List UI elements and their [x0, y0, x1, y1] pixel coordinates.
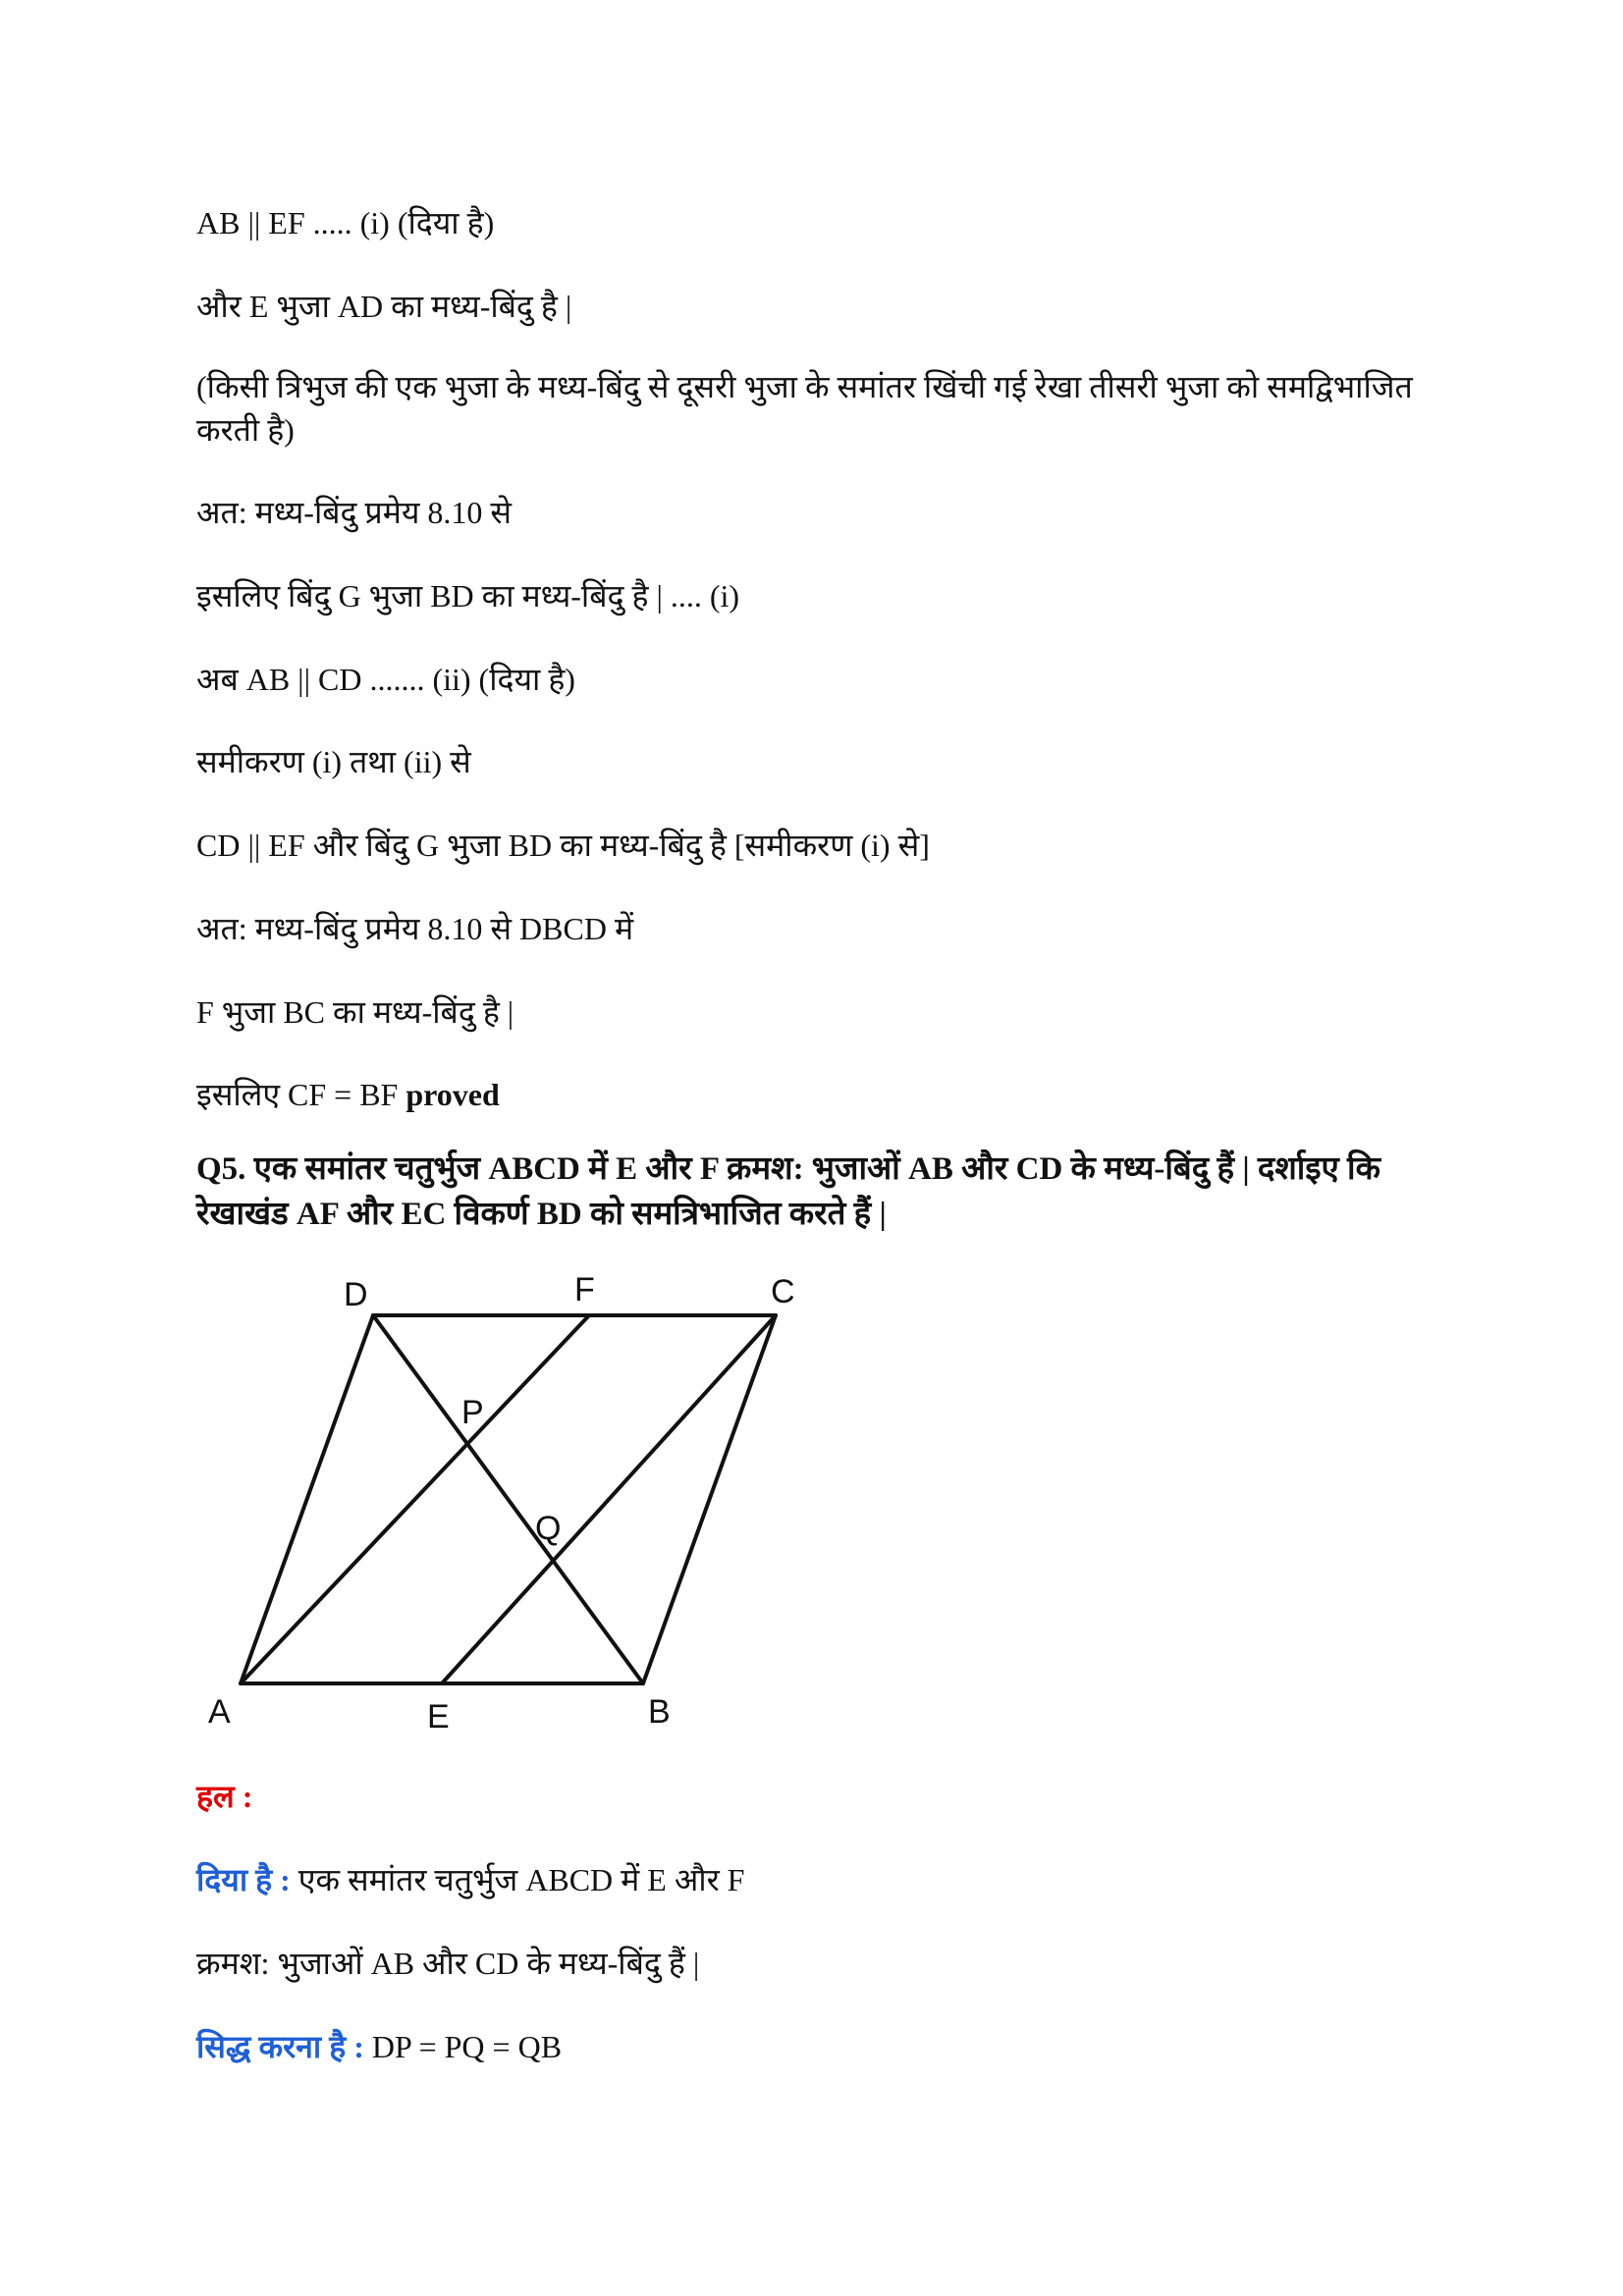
proved-label: proved — [406, 1077, 500, 1112]
text-line-8: CD || EF और बिंदु G भुजा BD का मध्य-बिंदु है [समीकरण (i) से] — [196, 828, 930, 863]
text-line-6: अब AB || CD ....... (ii) (दिया है) — [196, 662, 575, 697]
parallelogram-figure — [196, 1261, 844, 1752]
text-line-10: F भुजा BC का मध्य-बिंदु है | — [196, 994, 514, 1030]
question-q5: Q5. एक समांतर चतुर्भुज ABCD में E और F क्रमश: भुजाओं AB और CD के मध्य-बिंदु हैं | दर्शाइए कि रेखाखंड AF और EC विकर्ण BD को समत्रिभाजित करते हैं | — [196, 1151, 1380, 1232]
to-prove-label: सिद्ध करना है : — [196, 2029, 364, 2064]
text-line-9: अत: मध्य-बिंदु प्रमेय 8.10 से DBCD में — [196, 911, 634, 946]
to-prove-line — [196, 2025, 562, 2068]
label-q: Q — [535, 1510, 562, 1547]
solution-heading: हल : — [196, 1779, 253, 1814]
text-line-4: अत: मध्य-बिंदु प्रमेय 8.10 से — [196, 495, 513, 530]
text-line-3: (किसी त्रिभुज की एक भुजा के मध्य-बिंदु से दूसरी भुजा के समांतर खिंची गई रेखा तीसरी भुजा को समद्विभाजित करती है) — [196, 369, 1413, 448]
text-line-5: इसलिए बिंदु G भुजा BD का मध्य-बिंदु है | .... (i) — [196, 578, 740, 614]
given-label: दिया है : — [196, 1862, 291, 1897]
label-e: E — [427, 1698, 450, 1735]
text-line-2: और E भुजा AD का मध्य-बिंदु है | — [196, 289, 572, 324]
segment-ec — [442, 1315, 776, 1683]
text-line-1: AB || EF ..... (i) (दिया है) — [196, 205, 495, 240]
given-continuation: क्रमश: भुजाओं AB और CD के मध्य-बिंदु हैं | — [196, 1946, 700, 1981]
text-line-11-body: इसलिए CF = BF — [196, 1077, 406, 1112]
text-line-7: समीकरण (i) तथा (ii) से — [196, 744, 471, 779]
to-prove-text: DP = PQ = QB — [363, 2029, 563, 2064]
given-line — [196, 1858, 744, 1901]
side-bc — [643, 1315, 776, 1683]
given-text: एक समांतर चतुर्भुज ABCD में E और F — [290, 1862, 745, 1897]
label-f: F — [574, 1271, 595, 1308]
text-line-11 — [196, 1073, 500, 1116]
label-b: B — [648, 1693, 671, 1731]
side-ad — [241, 1315, 373, 1683]
label-d: D — [344, 1276, 368, 1313]
label-a: A — [208, 1693, 231, 1731]
label-c: C — [771, 1273, 795, 1310]
label-p: P — [461, 1394, 484, 1431]
